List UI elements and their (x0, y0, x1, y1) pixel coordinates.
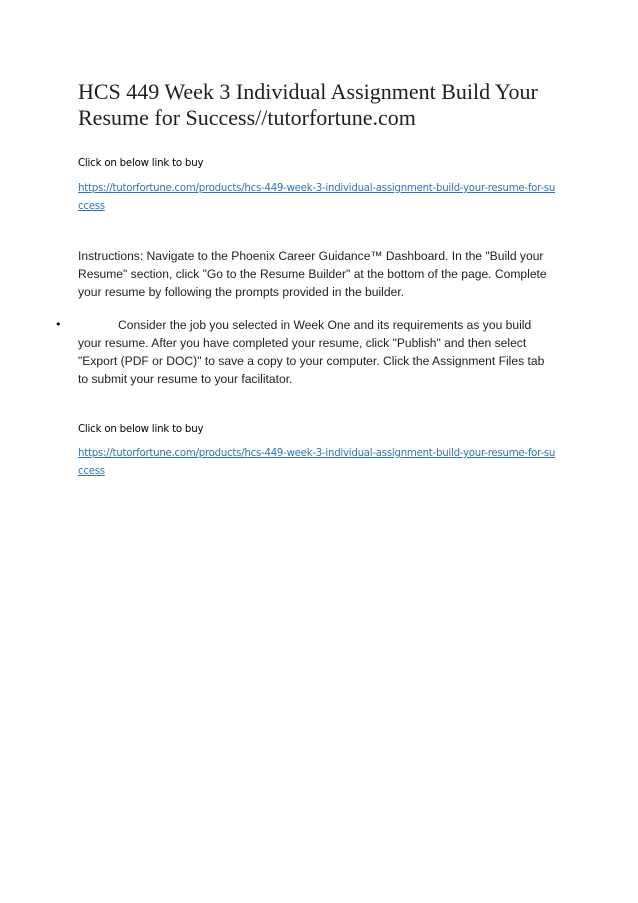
bullet-text: Consider the job you selected in Week One and its requirements as you build your resume. After you have completed your resume, click "Publish" and then select "Export (PDF or DOC)" to save a copy to your computer. Click the Assignment Files tab to submit your resume to your facilitator. (78, 318, 545, 386)
product-link-top[interactable]: https://tutorfortune.com/products/hcs-449-week-3-individual-assignment-build-your-resume-for-success (78, 183, 556, 212)
product-link-bottom[interactable]: https://tutorfortune.com/products/hcs-449-week-3-individual-assignment-build-your-resume-for-success (78, 448, 556, 477)
bullet-icon: • (55, 318, 62, 331)
buy-label-bottom: Click on below link to buy (78, 424, 204, 435)
buy-label-top: Click on below link to buy (78, 158, 204, 169)
instructions-paragraph: Instructions: Navigate to the Phoenix Career Guidance™ Dashboard. In the "Build your Resume" section, click "Go to the Resume Builder" at the bottom of the page. Complete your resume by following the prompts provided in the builder. (78, 249, 547, 299)
bullet-paragraph (78, 316, 556, 388)
document-title: HCS 449 Week 3 Individual Assignment Build Your Resume for Success//tutorfortune.com (78, 79, 538, 130)
